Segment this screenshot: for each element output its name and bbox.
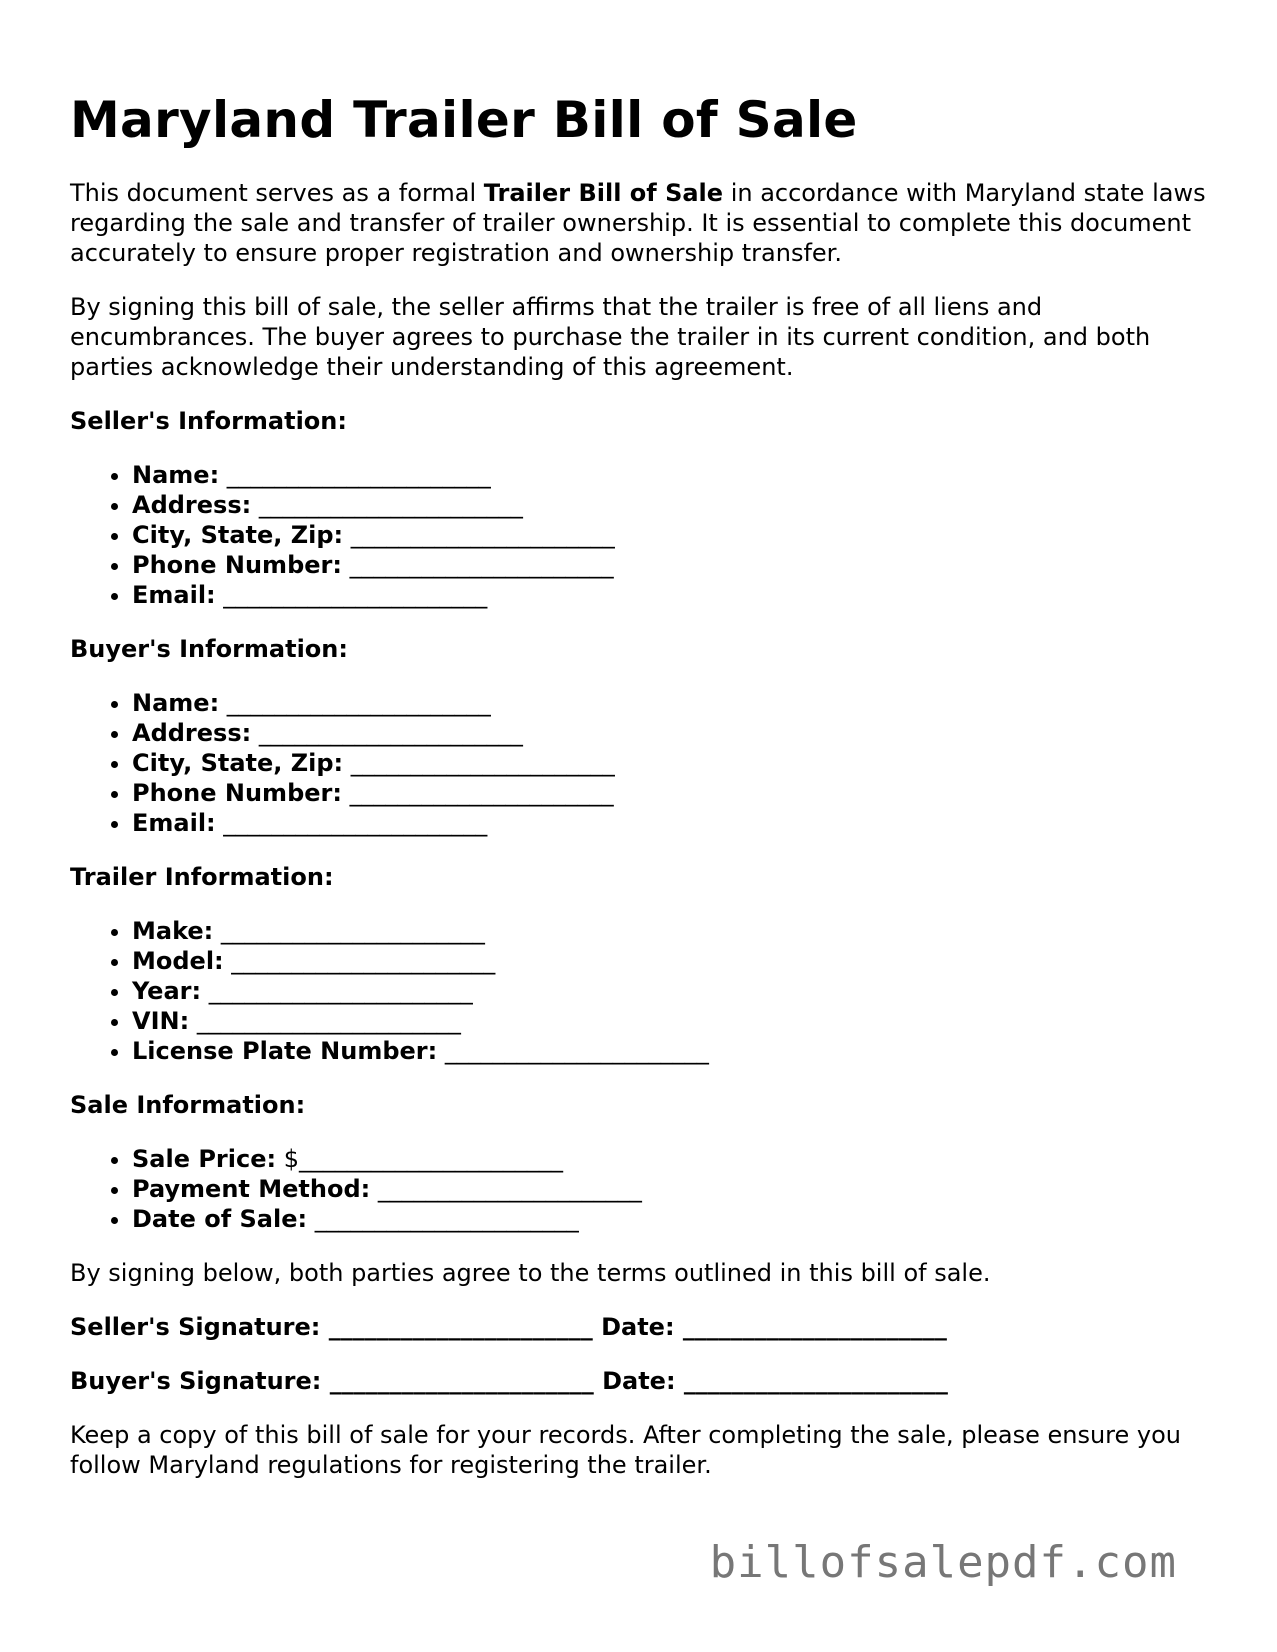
sale-fields-list [70, 1144, 1220, 1234]
closing-paragraph: Keep a copy of this bill of sale for your records. After completing the sale, please ensure you follow Maryland regulations for registering the trailer. [70, 1421, 1182, 1479]
field-label: City, State, Zip: [132, 521, 344, 549]
field-label: VIN: [132, 1007, 190, 1035]
field-blank: ______________________ [343, 749, 615, 777]
field-blank: ______________________ [251, 491, 523, 519]
trailer-model-field[interactable] [132, 946, 1220, 976]
field-label: Date of Sale: [132, 1205, 308, 1233]
seller-email-field[interactable] [132, 580, 1220, 610]
field-blank: ______________________ [343, 521, 615, 549]
field-label: Email: [132, 581, 216, 609]
field-label: Payment Method: [132, 1175, 371, 1203]
field-label: Phone Number: [132, 551, 342, 579]
buyer-phone-field[interactable] [132, 778, 1220, 808]
field-blank: ______________________ [341, 779, 614, 807]
field-blank: ______________________ [219, 689, 491, 717]
trailer-make-field[interactable] [132, 916, 1220, 946]
agreement-paragraph: By signing below, both parties agree to the terms outlined in this bill of sale. [70, 1259, 991, 1287]
field-blank: ______________________ [215, 581, 488, 609]
buyer-name-field[interactable] [132, 688, 1220, 718]
field-label: Make: [132, 917, 214, 945]
field-blank: ______________________ [307, 1205, 579, 1233]
document-title: Maryland Trailer Bill of Sale [70, 91, 858, 149]
field-blank: ______________________ [189, 1007, 461, 1035]
field-label: Phone Number: [132, 779, 342, 807]
seller-city-state-zip-field[interactable] [132, 520, 1220, 550]
field-blank: ______________________ [201, 977, 473, 1005]
field-blank: ______________________ [215, 809, 488, 837]
field-label: Email: [132, 809, 216, 837]
trailer-heading: Trailer Information: [70, 863, 334, 891]
field-label: Model: [132, 947, 224, 975]
field-blank: ______________________ [213, 917, 485, 945]
field-label: Address: [132, 491, 252, 519]
seller-address-field[interactable] [132, 490, 1220, 520]
field-label: Address: [132, 719, 252, 747]
field-label: Name: [132, 689, 220, 717]
field-label: Sale Price: [132, 1145, 277, 1173]
trailer-fields-list [70, 916, 1220, 1066]
field-blank: ______________________ [437, 1037, 709, 1065]
field-label: City, State, Zip: [132, 749, 344, 777]
seller-signature-line[interactable]: Seller's Signature: ______________________ Date: ______________________ [70, 1313, 947, 1341]
field-blank: ______________________ [341, 551, 614, 579]
seller-name-field[interactable] [132, 460, 1220, 490]
field-blank: ______________________ [370, 1175, 642, 1203]
field-label: License Plate Number: [132, 1037, 438, 1065]
field-label: Name: [132, 461, 220, 489]
buyer-fields-list [70, 688, 1220, 838]
date-of-sale-field[interactable] [132, 1204, 1220, 1234]
affirmation-paragraph: By signing this bill of sale, the seller affirms that the trailer is free of all liens and encumbrances. The buyer agrees to purchase the trailer in its current condition, and both parties acknowledge their understanding of this agreement. [70, 293, 1151, 381]
site-watermark: billofsalepdf.com [709, 1537, 1177, 1588]
intro-text-start: This document serves as a formal [70, 179, 484, 207]
field-blank: ______________________ [219, 461, 491, 489]
intro-paragraph [70, 178, 1220, 268]
seller-fields-list [70, 460, 1220, 610]
payment-method-field[interactable] [132, 1174, 1220, 1204]
buyer-email-field[interactable] [132, 808, 1220, 838]
sale-price-field[interactable] [132, 1144, 1220, 1174]
trailer-vin-field[interactable] [132, 1006, 1220, 1036]
trailer-year-field[interactable] [132, 976, 1220, 1006]
sale-heading: Sale Information: [70, 1091, 306, 1119]
trailer-license-plate-field[interactable] [132, 1036, 1220, 1066]
document-page [70, 84, 1220, 1504]
seller-heading: Seller's Information: [70, 407, 347, 435]
field-blank: ______________________ [223, 947, 496, 975]
field-blank: ______________________ [251, 719, 523, 747]
intro-bold-term: Trailer Bill of Sale [483, 179, 724, 207]
buyer-city-state-zip-field[interactable] [132, 748, 1220, 778]
field-label: Year: [132, 977, 202, 1005]
intro-text-end: in accordance with Maryland state laws regarding the sale and transfer of trailer ownership. It is essential to complete this document accurately to ensure proper registration and ownership transfer. [70, 179, 1206, 267]
field-blank: $______________________ [276, 1145, 563, 1173]
buyer-heading: Buyer's Information: [70, 635, 348, 663]
buyer-address-field[interactable] [132, 718, 1220, 748]
seller-phone-field[interactable] [132, 550, 1220, 580]
buyer-signature-line[interactable]: Buyer's Signature: ______________________ Date: ______________________ [70, 1367, 948, 1395]
